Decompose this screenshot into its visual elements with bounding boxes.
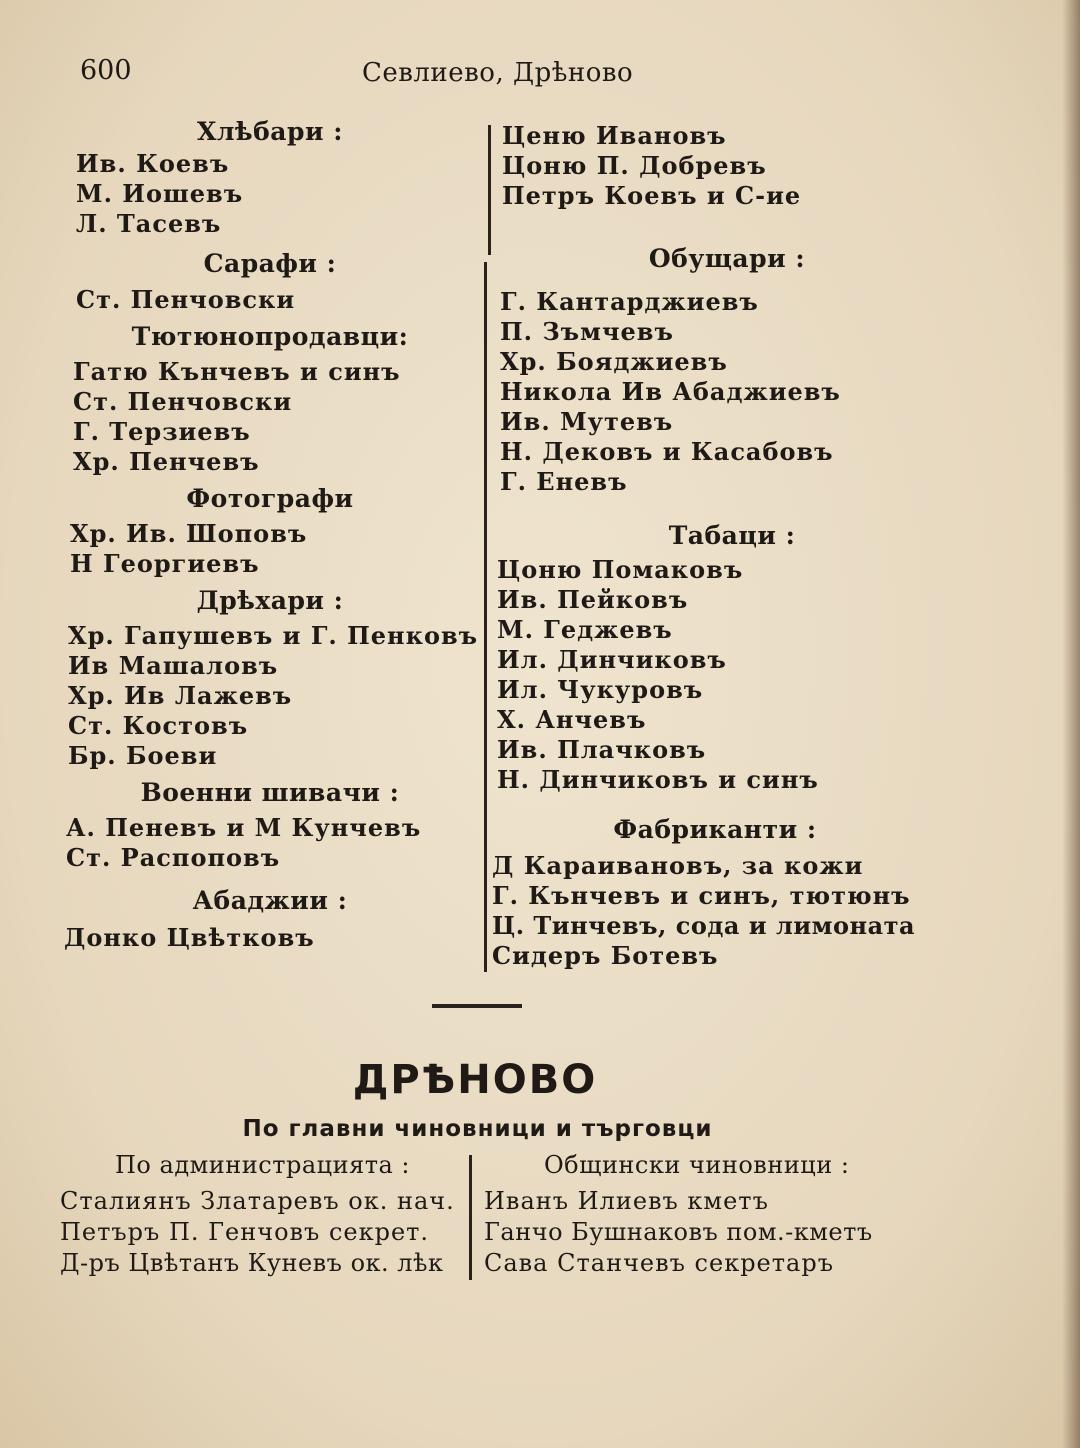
section-heading: Дрѣхари : [196, 586, 344, 615]
list-item: Хр. Ив. Шоповъ [70, 519, 308, 548]
section-separator [432, 1004, 522, 1008]
section-heading: По администрацията : [115, 1151, 411, 1179]
list-item: Ц. Тинчевъ, сода и лимоната [492, 911, 916, 940]
list-item: Г. Еневъ [500, 467, 628, 496]
list-item: Ив. Пейковъ [497, 585, 689, 614]
list-item: Цоню Помаковъ [497, 555, 744, 584]
section-manufacturers [492, 795, 932, 971]
list-item: Хр. Ив Лажевъ [68, 681, 293, 710]
list-item: Д Караивановъ, за кожи [492, 851, 864, 880]
list-item: Хр. Гапушевъ и Г. Пенковъ [68, 621, 479, 650]
list-item: Хр. Пенчевъ [73, 447, 260, 476]
list-item: Гатю Кънчевъ и синъ [73, 357, 401, 386]
page-edge-shadow [1062, 0, 1080, 1448]
right-column [492, 121, 932, 971]
list-item: Ст. Пенчовски [76, 285, 296, 314]
column-divider [484, 262, 487, 972]
list-item: Сидеръ Ботевъ [492, 941, 719, 970]
section-tanners [492, 497, 932, 795]
list-item: Сталиянъ Златаревъ ок. нач. [60, 1187, 455, 1215]
section-heading: Тютюнопродавци: [131, 322, 409, 351]
section-heading: Фотографи [186, 484, 354, 513]
list-item: Петъръ П. Генчовъ секрет. [60, 1218, 430, 1246]
section-subtitle: По главни чиновници и търговци [242, 1116, 713, 1142]
section-heading: Абаджии : [192, 886, 348, 915]
list-item: Ив Машаловъ [68, 651, 279, 680]
list-item: Петръ Коевъ и С-ие [502, 181, 802, 210]
list-item: Л. Тасевъ [76, 209, 222, 238]
section-heading: Фабриканти : [613, 815, 817, 844]
list-item: А. Пеневъ и М Кунчевъ [66, 813, 422, 842]
section-shoemakers [492, 211, 932, 497]
list-item: Сава Станчевъ секретаръ [484, 1249, 834, 1277]
list-item: Г. Терзиевъ [73, 417, 251, 446]
bottom-right-column [484, 1150, 904, 1279]
section-military-tailors [60, 771, 480, 873]
list-item: Ст. Костовъ [68, 711, 249, 740]
section-continued [492, 121, 932, 211]
list-item: Н. Дековъ и Касабовъ [500, 437, 834, 466]
list-item: Иванъ Илиевъ кметъ [484, 1187, 769, 1215]
list-item: Ст. Распоповъ [66, 843, 281, 872]
section-heading: Общински чиновници : [544, 1151, 850, 1179]
list-item: Бр. Боеви [68, 741, 218, 770]
bottom-left-column [60, 1150, 468, 1279]
list-item: Н Георгиевъ [70, 549, 260, 578]
section-heading: Табаци : [668, 521, 796, 550]
section-clothiers [60, 579, 480, 771]
list-item: Д-ръ Цвѣтанъ Куневъ ок. лѣк [60, 1249, 444, 1277]
list-item: Ив. Мутевъ [500, 407, 674, 436]
section-photographers [60, 477, 480, 579]
list-item: Х. Анчевъ [497, 705, 647, 734]
list-item: Ил. Динчиковъ [497, 645, 727, 674]
list-item: Н. Динчиковъ и синъ [497, 765, 819, 794]
list-item: Г. Кънчевъ и синъ, тютюнъ [492, 881, 911, 910]
page-number: 600 [80, 55, 132, 86]
list-item: Ценю Ивановъ [502, 121, 727, 150]
list-item: Донко Цвѣтковъ [64, 923, 315, 952]
list-item: П. Зъмчевъ [500, 317, 674, 346]
column-divider [469, 1155, 472, 1280]
running-head: Севлиево, Дрѣново [362, 58, 634, 88]
section-title: ДРѢНОВО [352, 1057, 598, 1103]
list-item: Хр. Бояджиевъ [500, 347, 728, 376]
section-money-changers [60, 239, 480, 315]
section-heading: Военни шивачи : [140, 778, 400, 807]
list-item: Ив. Плачковъ [497, 735, 707, 764]
list-item: Ганчо Бушнаковъ пом.-кметъ [484, 1218, 873, 1246]
section-tobacco-sellers [60, 315, 480, 477]
list-item: Ст. Пенчовски [73, 387, 293, 416]
list-item: Ив. Коевъ [76, 149, 230, 178]
section-bakers [60, 115, 480, 239]
list-item: Цоню П. Добревъ [502, 151, 767, 180]
list-item: Ил. Чукуровъ [497, 675, 704, 704]
column-divider [488, 125, 491, 255]
left-column [60, 115, 480, 953]
list-item: Никола Ив Абаджиевъ [500, 377, 841, 406]
list-item: Г. Кантарджиевъ [500, 287, 759, 316]
section-heading: Хлѣбари : [197, 117, 343, 146]
section-abadzhii [60, 873, 480, 953]
list-item: М. Иошевъ [76, 179, 244, 208]
list-item: М. Геджевъ [497, 615, 673, 644]
section-heading: Обущари : [648, 244, 806, 273]
section-heading: Сарафи : [203, 249, 337, 278]
